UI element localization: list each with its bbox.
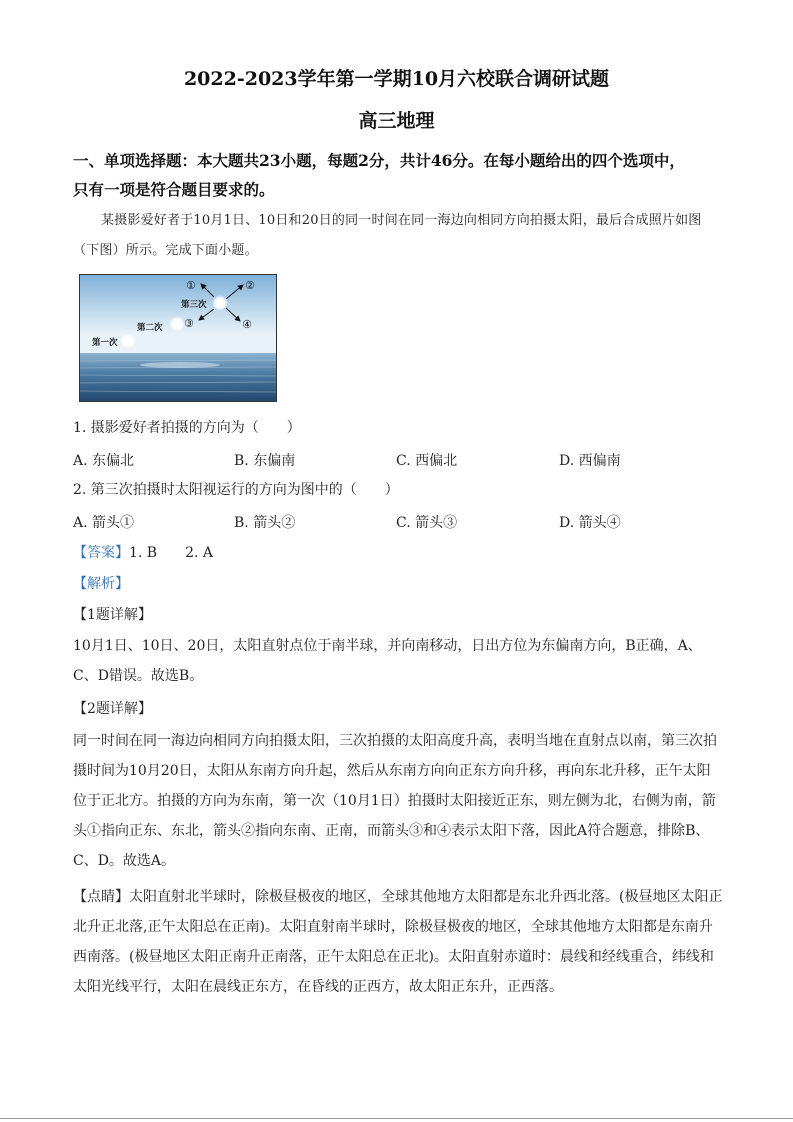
section-heading-line2: 只有一项是符合题目要求的。 xyxy=(73,180,275,199)
tip-label: 【点睛】 xyxy=(73,889,129,905)
detail-1-label: 【1题详解】 xyxy=(73,607,152,623)
tip-text: 太阳直射北半球时，除极昼极夜的地区，全球其他地方太阳都是东北升西北落。(极昼地区太阳正北升正北落,正午太阳总在正南)。太阳直射南半球时，除极昼极夜的地区，全球其他地方太阳都是东南升西南落。(极昼地区太阳正南升正南落，正午太阳总在正北)。太阳直射赤道时：晨线和经线重合，纬线和太阳光线平行，太阳在晨线正东方，在昏线的正西方，故太阳正东升，正西落。 xyxy=(73,889,723,995)
label-arrow-1: ① xyxy=(186,279,196,292)
q2-option-b: B. 箭头② xyxy=(234,515,296,531)
question-1-stem: 1. 摄影爱好者拍摄的方向为（ ） xyxy=(73,420,301,436)
q1-option-c: C. 西偏北 xyxy=(396,453,458,469)
label-arrow-3: ③ xyxy=(184,317,194,330)
sun-second xyxy=(169,316,185,332)
sun-photo-figure xyxy=(79,274,277,402)
sun-photo-svg xyxy=(80,275,276,401)
label-third: 第三次 xyxy=(181,300,207,310)
q2-option-a: A. 箭头① xyxy=(73,515,135,531)
section-heading-line1: 一、单项选择题：本大题共23小题，每题2分，共计46分。在每小题给出的四个选项中， xyxy=(73,151,685,170)
sun-third xyxy=(212,295,228,311)
question-2-stem: 2. 第三次拍摄时太阳视运行的方向为图中的（ ） xyxy=(73,482,399,498)
section-heading xyxy=(73,146,723,204)
answer-label: 【答案】 xyxy=(73,545,129,561)
q1-option-a: A. 东偏北 xyxy=(73,453,135,469)
sun-reflection xyxy=(140,362,220,368)
page-bottom-rule xyxy=(0,1118,793,1119)
answer-value: 1. B 2. A xyxy=(129,545,214,561)
label-first: 第一次 xyxy=(92,338,118,348)
q2-option-c: C. 箭头③ xyxy=(396,515,458,531)
answer-line xyxy=(73,538,723,568)
q2-option-d: D. 箭头④ xyxy=(559,515,621,531)
detail-1-text: 10月1日、10日、20日，太阳直射点位于南半球，并向南移动，日出方位为东偏南方向，B正确，A、C、D错误。故选B。 xyxy=(73,638,702,684)
question-intro: 某摄影爱好者于10月1日、10日和20日的同一时间在同一海边向相同方向拍摄太阳，最后合成照片如图（下图）所示。完成下面小题。 xyxy=(73,213,702,258)
label-arrow-2: ② xyxy=(245,279,255,292)
exam-title: 2022-2023学年第一学期10月六校联合调研试题 xyxy=(183,68,610,90)
analysis-label: 【解析】 xyxy=(73,576,129,592)
detail-2-label: 【2题详解】 xyxy=(73,701,152,717)
detail-2-text: 同一时间在同一海边向相同方向拍摄太阳，三次拍摄的太阳高度升高，表明当地在直射点以南，第三次拍摄时间为10月20日，太阳从东南方向升起，然后从东南方向向正东方向升移，再向东北升移，正午太阳位于正北方。拍摄的方向为东南，第一次（10月1日）拍摄时太阳接近正东，则左侧为北，右侧为南，箭头①指向正东、东北，箭头②指向东南、正南，而箭头③和④表示太阳下落，因此A符合题意，排除B、C、D。故选A。 xyxy=(73,733,717,869)
q1-option-d: D. 西偏南 xyxy=(559,453,621,469)
exam-subject: 高三地理 xyxy=(358,110,435,132)
sun-first xyxy=(120,333,136,349)
tip-paragraph xyxy=(73,882,723,1002)
q1-option-b: B. 东偏南 xyxy=(234,453,296,469)
label-arrow-4: ④ xyxy=(242,318,252,331)
label-second: 第二次 xyxy=(137,323,163,333)
